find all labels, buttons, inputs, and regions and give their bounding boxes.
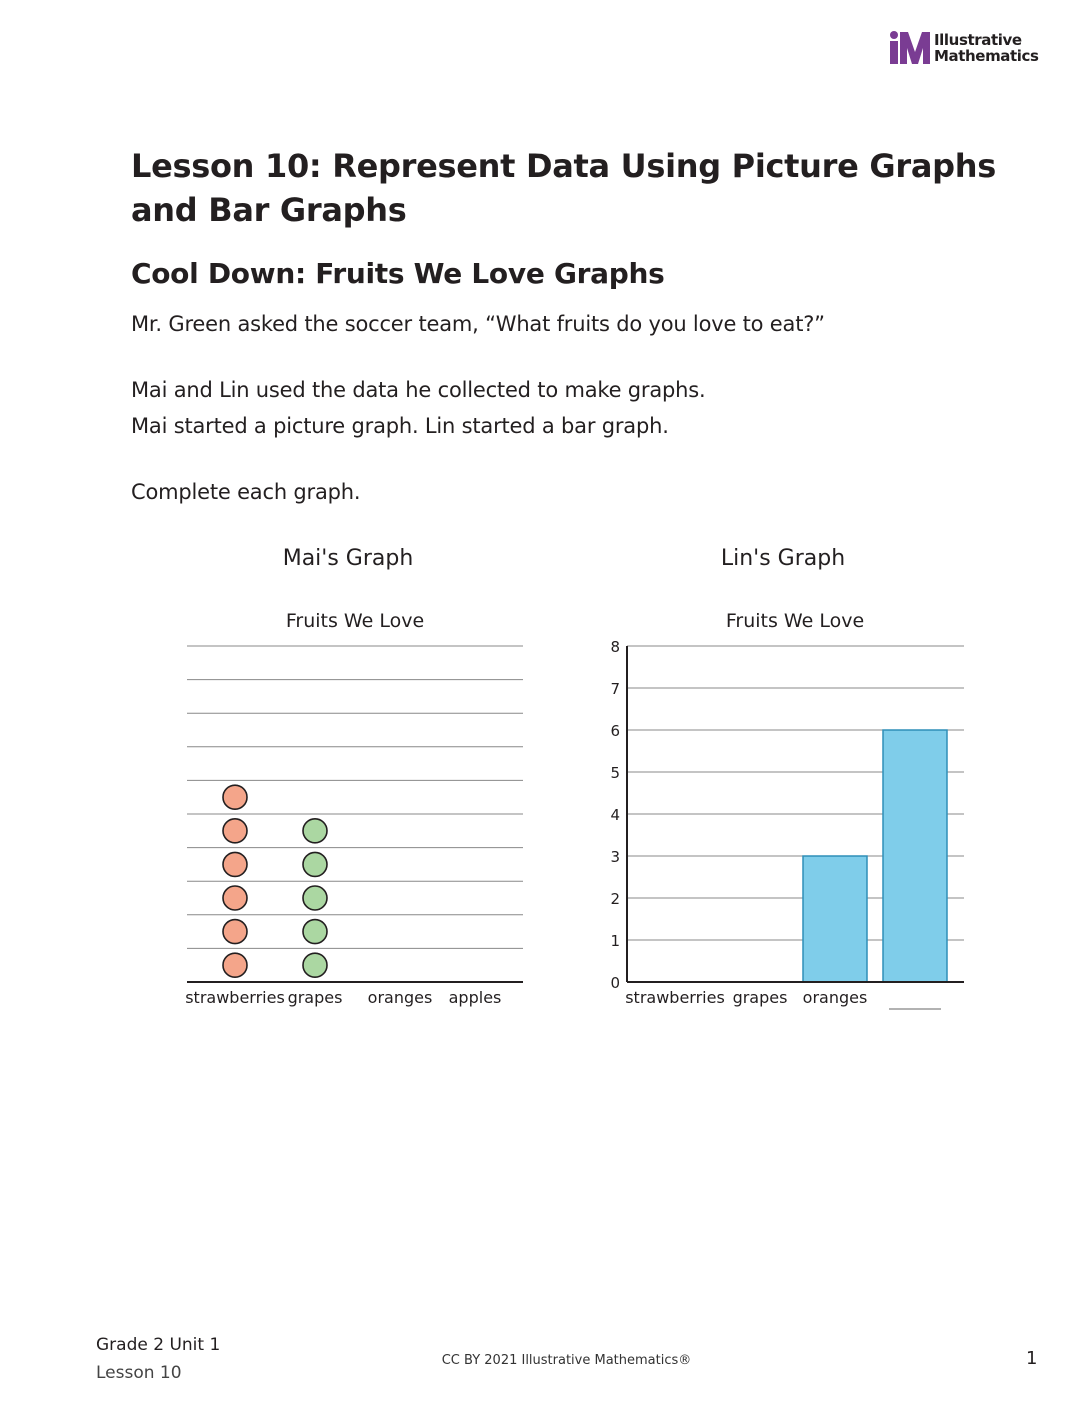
intro-question: Mr. Green asked the soccer team, “What fruits do you love to eat?” (131, 312, 825, 336)
mai-picture-circle (223, 819, 247, 843)
lin-bar (803, 856, 867, 982)
mai-picture-circle (303, 886, 327, 910)
lin-y-tick-label: 8 (610, 638, 620, 656)
mai-picture-circle (223, 852, 247, 876)
lin-y-tick-label: 6 (610, 722, 620, 740)
mai-picture-circle (223, 953, 247, 977)
lin-y-tick-label: 7 (610, 680, 620, 698)
instruction: Complete each graph. (131, 480, 361, 504)
mai-category-label: apples (448, 988, 502, 1007)
mai-picture-circle (303, 953, 327, 977)
logo-line-2: Mathematics (934, 47, 1039, 65)
lin-bar-graph (610, 610, 964, 1009)
graphs-sentence: Mai started a picture graph. Lin started a bar graph. (131, 414, 669, 438)
page-number: 1 (1026, 1348, 1038, 1369)
lin-y-tick-label: 4 (610, 806, 620, 824)
data-sentence: Mai and Lin used the data he collected to make graphs. (131, 378, 706, 402)
mai-graph-caption: Mai's Graph (282, 546, 414, 571)
mai-category-label: oranges (367, 988, 433, 1007)
mai-picture-graph (185, 610, 523, 1007)
lesson-title: Lesson 10: Represent Data Using Picture Graphs and Bar Graphs (131, 147, 996, 229)
mai-picture-circle (223, 920, 247, 944)
footer-license: CC BY 2021 Illustrative Mathematics® (441, 1353, 692, 1368)
footer-lesson: Lesson 10 (96, 1363, 182, 1383)
lin-category-label: grapes (732, 988, 788, 1007)
lin-y-tick-label: 1 (610, 932, 620, 950)
lin-category-label: strawberries (625, 988, 725, 1007)
lin-y-tick-label: 0 (610, 974, 620, 992)
lin-bar (883, 730, 947, 982)
lin-y-tick-label: 2 (610, 890, 620, 908)
lin-y-tick-label: 5 (610, 764, 620, 782)
mai-picture-circle (223, 886, 247, 910)
lin-graph-caption: Lin's Graph (720, 546, 846, 571)
mai-picture-circle (223, 785, 247, 809)
mai-picture-circle (303, 819, 327, 843)
mai-picture-circle (303, 920, 327, 944)
lin-chart-title: Fruits We Love (725, 610, 865, 632)
mai-category-label: grapes (287, 988, 343, 1007)
logo-line-1: Illustrative (934, 31, 1022, 49)
mai-picture-circle (303, 852, 327, 876)
lin-category-label: oranges (802, 988, 868, 1007)
mai-category-label: strawberries (185, 988, 285, 1007)
mai-chart-title: Fruits We Love (285, 610, 425, 632)
section-title: Cool Down: Fruits We Love Graphs (131, 257, 665, 290)
footer-grade: Grade 2 Unit 1 (96, 1335, 221, 1355)
lin-y-tick-label: 3 (610, 848, 620, 866)
